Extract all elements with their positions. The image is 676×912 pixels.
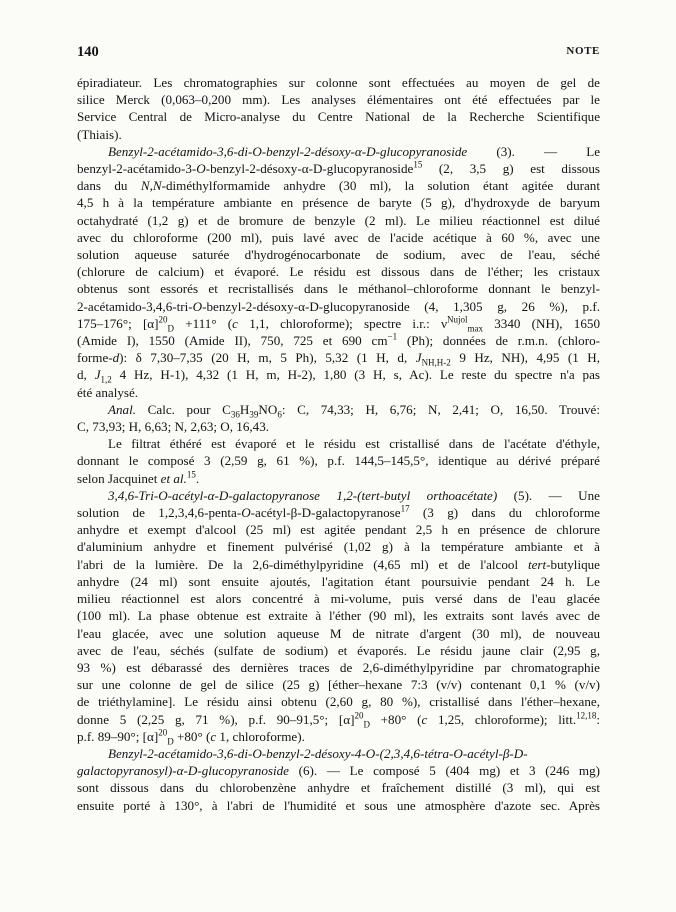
text-run: c [421,711,428,727]
text-run: -galactopyranose [311,505,401,521]
subscript: 1,2 [100,375,112,386]
text-line [77,676,600,693]
text-line [77,384,600,401]
text-run: D [309,298,319,314]
text-run: ensuite porté à 130°, à l'abri de l'humidité et sous une atmosphère d'azote sec. Après [77,797,600,813]
text-line [77,91,600,108]
text-line [77,521,600,538]
text-run: -glucopyranoside [197,763,289,779]
text-run: NO [258,401,278,417]
text-run: -benzyl-2-désoxy-α- [205,161,313,177]
subscript: NH,H-2 [421,357,451,368]
text-run: d'aluminium anhydre et finement pulvérisé (1,02 g) à la température ambiante et à [77,539,600,555]
text-run: +80° ( [173,728,211,744]
text-run: avec du chloroforme (200 ml), puis lavé avec de l'acide acétique à 60 %, avec une [77,229,600,245]
text-run: Service Central de Micro-analyse du Centre National de la Recherche Scientifique [77,109,600,125]
text-run: 3340 (NH), 1650 [483,315,600,331]
text-run: 3,4,6-Tri-O-acétyl-α- [108,487,219,503]
text-line [77,625,600,642]
text-run: O [241,505,251,521]
text-line [77,762,600,779]
text-line [77,212,600,229]
text-line [77,573,600,590]
text-run: (Amide I), 1550 (Amide II), 750, 725 et 690 cm [77,333,388,349]
text-run: -butylique [546,556,600,572]
superscript: 20 [354,710,364,721]
text-line [77,246,600,263]
text-run: N,N [140,178,162,194]
text-line [77,298,600,315]
running-head-title: NOTE [566,45,600,57]
subscript: max [467,323,483,334]
subscript: D [363,719,370,730]
text-run: avec de l'eau, séchés (sulfate de sodium) et évaporés. Le résidu jaune clair (2,95 g, [77,642,600,658]
text-line [77,538,600,555]
text-run: anhydre et exempt d'alcool (25 ml) est agitée pendant 2,5 h en présence de chlorure [77,522,600,538]
text-line [77,418,600,435]
body-text [77,74,600,814]
superscript: 12,18 [576,710,597,721]
text-run: donne 5 (2,25 g, 71 %), p.f. 90–91,5°; [α] [77,711,355,727]
text-run: (100 ml). La phase obtenue est extraite à l'éther (90 ml), les extraits sont lavés avec de [77,608,600,624]
text-run: 1,1, chloroforme); spectre i.r.: ν [237,315,447,331]
text-run: 4 Hz, H-1), 4,32 (1 H, m, H-2), 1,80 (3 H, s, Ac). Le reste du spectre n'a pas [111,367,601,383]
text-line [77,74,600,91]
text-run: épiradiateur. Les chromatographies sur colonne sont effectuées au moyen de gel de [77,75,600,90]
text-run: été analysé. [77,384,139,400]
text-run: 93 %) est débarassé des dernières traces de 2,6-diméthylpyridine par chromatographie [77,659,600,675]
text-run: p.f. 89–90°; [α] [77,728,159,744]
text-line [77,728,600,745]
text-run: 175–176°; [α] [77,315,159,331]
text-run: D [187,763,198,779]
superscript: 15 [186,469,196,480]
text-run: -glucopyranoside [322,161,414,177]
text-run: ): δ 7,30–7,35 (20 H, m, 5 Ph), 5,32 (1 H, d, [119,350,416,366]
text-run: . [195,470,200,486]
text-run: D [312,161,323,177]
text-run: -acétyl-β- [250,505,302,521]
text-run: O [196,161,206,177]
text-line [77,693,600,710]
text-line [77,366,601,386]
text-line [77,332,600,349]
text-line [77,745,600,762]
text-run: -glucopyranoside [375,143,468,159]
text-line [77,659,600,676]
text-run: selon Jacquinet [77,470,161,486]
text-run: 9 Hz, NH), 4,95 (1 H, [450,350,600,366]
text-run: (6). — Le composé 5 (404 mg) et 3 (246 mg) [288,763,600,779]
superscript: 20 [158,314,168,325]
text-run: obtenus sont essorés et recristallisés dans le méthanol–chloroforme donnant le benzyl- [77,281,600,297]
text-line [77,797,600,814]
text-run: galactopyranosyl)-α- [77,763,188,779]
text-run: 2-acétamido-3,4,6-tri- [77,298,193,314]
text-run: -benzyl-2-désoxy-α- [202,298,310,314]
text-run: l'eau glacée, avec une solution aqueuse M de nitrate d'argent (30 ml), de nouveau [77,625,600,641]
text-run: benzyl-2-acétamido-3- [77,161,197,177]
text-line [77,143,600,160]
text-line [77,263,600,280]
subscript: D [167,323,175,334]
text-line [77,779,600,796]
text-run: (Ph); données de r.m.n. (chloro- [397,333,600,349]
running-header [77,44,600,64]
subscript: D [167,736,174,747]
text-line [77,194,600,211]
text-run: et al. [160,470,187,486]
text-run: 1, chloroforme). [216,728,305,744]
text-run: 4,5 h à la température ambiante en présence de baryte (5 g), d'hydroxyde de baryum [77,195,600,211]
text-line [77,108,600,125]
text-run: solution de 1,2,3,4,6-penta- [77,505,242,521]
text-line [77,590,600,607]
text-run: -diméthylformamide anhydre (30 ml), la solution étant agitée durant [161,178,600,194]
text-run: l'abri de la lumière. De la 2,6-diméthylpyridine (4,65 ml) et de l'alcool [77,556,528,572]
text-run: D [218,487,229,503]
text-run: silice Merck (0,063–0,200 mm). Les analyses élémentaires ont été effectuées par le [77,92,600,108]
text-line [77,349,600,366]
text-line [77,452,600,469]
subscript: 39 [249,409,259,420]
superscript: 15 [413,159,423,170]
text-run: (chlorure de calcium) et évaporé. Le résidu est dissous dans de l'éther; les cristaux [77,264,600,280]
text-run: Anal. [108,401,137,417]
text-run: Benzyl-2-acétamido-3,6-di-O-benzyl-2-désoxy-4-O-(2,3,4,6-tétra-O-acétyl-β- [108,745,514,761]
text-line [77,504,600,521]
text-run: : C, 74,33; H, 6,76; N, 2,41; O, 16,50. Trouvé: [281,401,601,417]
text-line [77,126,600,143]
subscript: 36 [230,409,240,420]
text-run: de triéthylamine]. Le résidu ainsi obtenu (2,60 g, 80 %), cristallisé dans l'éther–hexane, [77,694,600,710]
text-run: Calc. pour C [136,401,231,417]
text-run: 1,25, chloroforme); litt. [427,711,577,727]
text-line [77,160,600,177]
text-run: dans du [77,178,141,194]
text-run: D [301,505,312,521]
text-run: donnant le composé 3 (2,59 g, 61 %), p.f. 144,5–145,5°, identique au dérivé préparé [77,453,600,469]
text-run: J [415,350,422,366]
text-line [77,607,600,624]
text-run: Benzyl-2-acétamido-3,6-di-O-benzyl-2-désoxy-α- [108,143,367,159]
text-run: Le filtrat éthéré est évaporé et le résidu est cristallisé dans de l'acétate d'éthyle, [108,436,600,452]
text-line [77,229,600,246]
text-run: -galactopyranose 1,2- [228,487,358,503]
text-run: - [523,745,528,761]
text-run: C, 73,93; H, 6,63; N, 2,63; O, 16,43. [77,419,270,435]
text-line [77,711,600,728]
text-run: +80° ( [369,711,422,727]
text-run: O [192,298,203,314]
text-run: J [94,367,101,383]
text-line [77,556,600,573]
text-line [77,315,600,332]
text-run: solution aqueuse saturée d'hydrogénocarbonate de sodium, avec de l'eau, séché [77,247,600,263]
text-run: : [596,711,600,727]
text-run: (2, 3,5 g) est dissous [422,161,600,177]
text-run: tert [527,556,547,572]
text-run: forme- [77,350,113,366]
text-run: D [366,143,376,159]
superscript: −1 [387,331,398,342]
text-line [77,401,600,418]
text-run: c [232,315,238,331]
text-line [77,487,600,504]
text-run: D [513,745,524,761]
text-line [77,642,600,659]
superscript: 20 [158,727,168,738]
text-run: d [112,350,120,366]
text-run: (Thiais). [77,126,122,142]
text-line [77,177,600,194]
text-run: H [239,401,250,417]
text-run: milieu réactionnel est alors concentré à mi-volume, puis versé dans de l'eau glacée [77,591,600,607]
text-line [77,470,600,487]
text-run: +111° ( [174,315,233,331]
subscript: 6 [277,409,282,420]
text-run: c [210,728,217,744]
text-run: (tert-butyl orthoacétate) [357,487,498,503]
text-run: -glucopyranoside (4, 1,305 g, 26 %), p.f. [318,298,600,314]
page-number: 140 [77,44,99,60]
text-run: octahydraté (1,2 g) et de bromure de benzyle (2 ml). Le milieu réactionnel est dilué [77,212,600,228]
text-run: (3). — Le [467,143,600,159]
text-line [77,280,600,297]
superscript: Nujol [446,314,468,325]
text-run: (3 g) dans du chloroforme [409,505,600,521]
text-run: anhydre (24 ml) sont ensuite ajoutés, l'agitation étant poursuivie pendant 24 h. Le [77,573,600,589]
text-run: sont dissous dans du chlorobenzène anhydre et fraîchement distillé (3 ml), qui est [77,780,600,796]
text-run: d, [77,367,95,383]
text-line [77,435,600,452]
text-run: sur une colonne de gel de silice (25 g) [éther–hexane 7:3 (v/v) contenant 0,1 % (v/v) [77,677,600,693]
text-run: (5). — Une [497,487,600,503]
superscript: 17 [400,503,410,514]
